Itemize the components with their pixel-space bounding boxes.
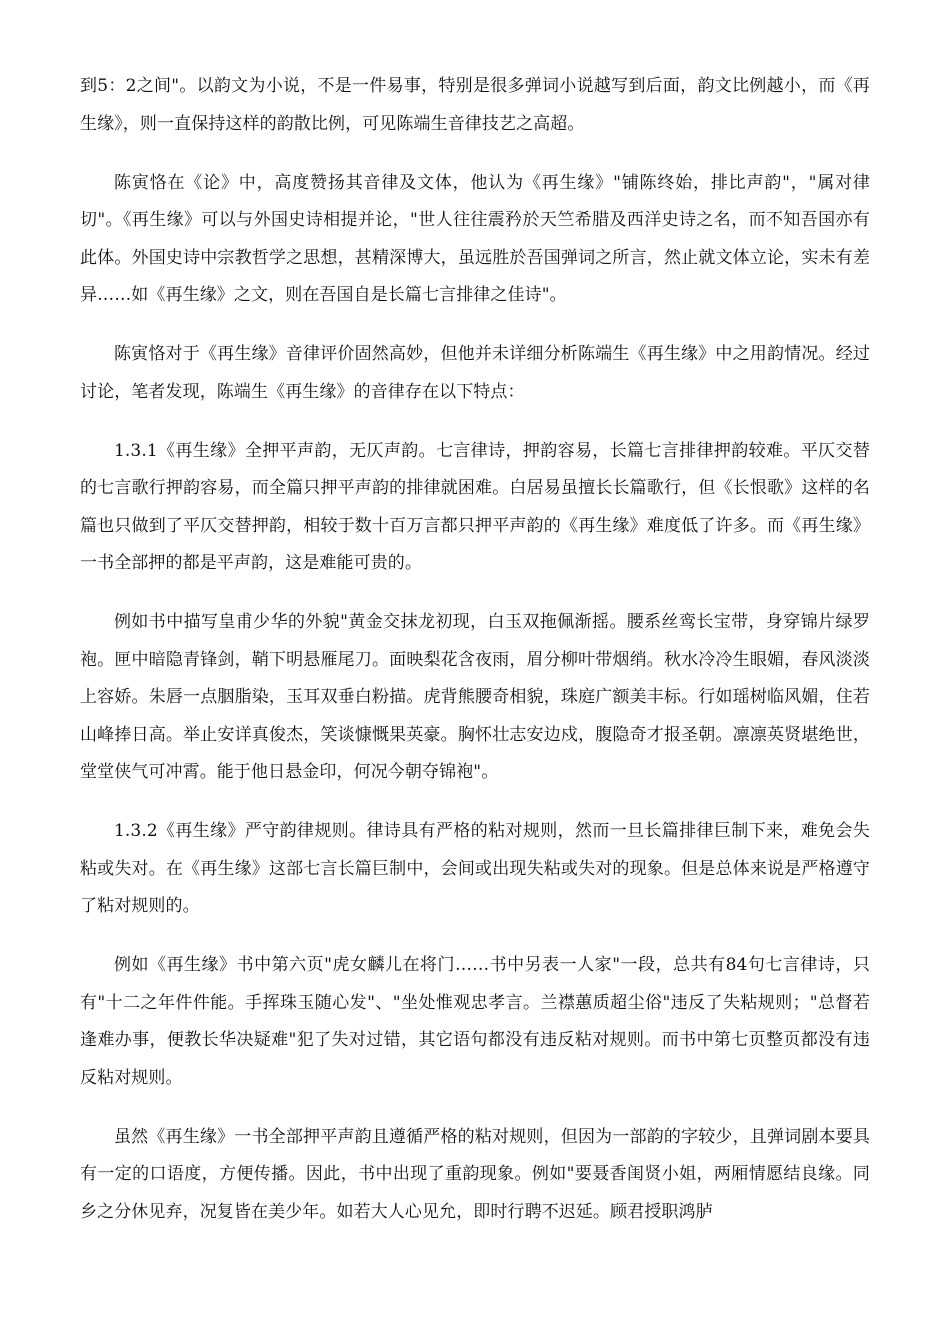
paragraph-1: 到5：2之间"。以韵文为小说，不是一件易事，特别是很多弹词小说越写到后面，韵文比例越小，而《再生缘》，则一直保持这样的韵散比例，可见陈端生音律技艺之高超。 [80, 76, 870, 134]
document-page [80, 68, 870, 1253]
paragraph-example-page-six: 例如《再生缘》书中第六页"虎女麟儿在将门……书中另表一人家"一段，总共有84句七言律诗，只有"十二之年件件能。手挥珠玉随心发"、"坐处惟观忠孝言。兰襟蕙质超尘俗"违反了失粘规则；"总督若逢难办事，便教长华决疑难"犯了失对过错，其它语句都没有违反粘对规则。而书中第七页整页都没有违反粘对规则。 [80, 955, 870, 1088]
paragraph-3: 陈寅恪对于《再生缘》音律评价固然高妙，但他并未详细分析陈端生《再生缘》中之用韵情况。经过讨论，笔者发现，陈端生《再生缘》的音律存在以下特点： [80, 344, 870, 402]
paragraph-section-1-3-2: 1.3.2《再生缘》严守韵律规则。律诗具有严格的粘对规则，然而一旦长篇排律巨制下来，难免会失粘或失对。在《再生缘》这部七言长篇巨制中，会间或出现失粘或失对的现象。但是总体来说是严格遵守了粘对规则的。 [80, 821, 870, 916]
paragraph-repeated-rhyme: 虽然《再生缘》一书全部押平声韵且遵循严格的粘对规则，但因为一部韵的字较少，且弹词剧本要具有一定的口语度，方便传播。因此，书中出现了重韵现象。例如"要聂香闺贤小姐，两厢情愿结良缘。同乡之分休见弃，况复皆在美少年。如若大人心见允，即时行聘不迟延。顾君授职鸿胪 [80, 1126, 870, 1222]
paragraph-2: 陈寅恪在《论》中，高度赞扬其音律及文体，他认为《再生缘》"铺陈终始，排比声韵"，"属对律切"。《再生缘》可以与外国史诗相提并论，"世人往往震矜於天竺希腊及西洋史诗之名，而不知吾国亦有此体。外国史诗中宗教哲学之思想，甚精深博大，虽远胜於吾国弹词之所言，然止就文体立论，实未有差异……如《再生缘》之文，则在吾国自是长篇七言排律之佳诗"。 [80, 172, 870, 305]
paragraph-section-1-3-1: 1.3.1《再生缘》全押平声韵，无仄声韵。七言律诗，押韵容易，长篇七言排律押韵较难。平仄交替的七言歌行押韵容易，而全篇只押平声韵的排律就困难。白居易虽擅长长篇歌行，但《长恨歌》这样的名篇也只做到了平仄交替押韵，相较于数十百万言都只押平声韵的《再生缘》难度低了许多。而《再生缘》一书全部押的都是平声韵，这是难能可贵的。 [80, 440, 870, 573]
paragraph-example-appearance: 例如书中描写皇甫少华的外貌"黄金交抹龙初现，白玉双拖佩渐摇。腰系丝鸾长宝带，身穿锦片绿罗袍。匣中暗隐青锋剑，鞘下明悬雁尾刀。面映梨花含夜雨，眉分柳叶带烟绡。秋水冷冷生眼媚，春风淡淡上容娇。朱唇一点胭脂染，玉耳双垂白粉描。虎背熊腰奇相貌，珠庭广额美丰标。行如瑶树临风媚，住若山峰捧日高。举止安详真俊杰，笑谈慷慨果英豪。胸怀壮志安边戍，腹隐奇才报圣朝。凛凛英贤堪绝世，堂堂侠气可冲霄。能于他日悬金印，何况今朝夺锦袍"。 [80, 612, 870, 782]
